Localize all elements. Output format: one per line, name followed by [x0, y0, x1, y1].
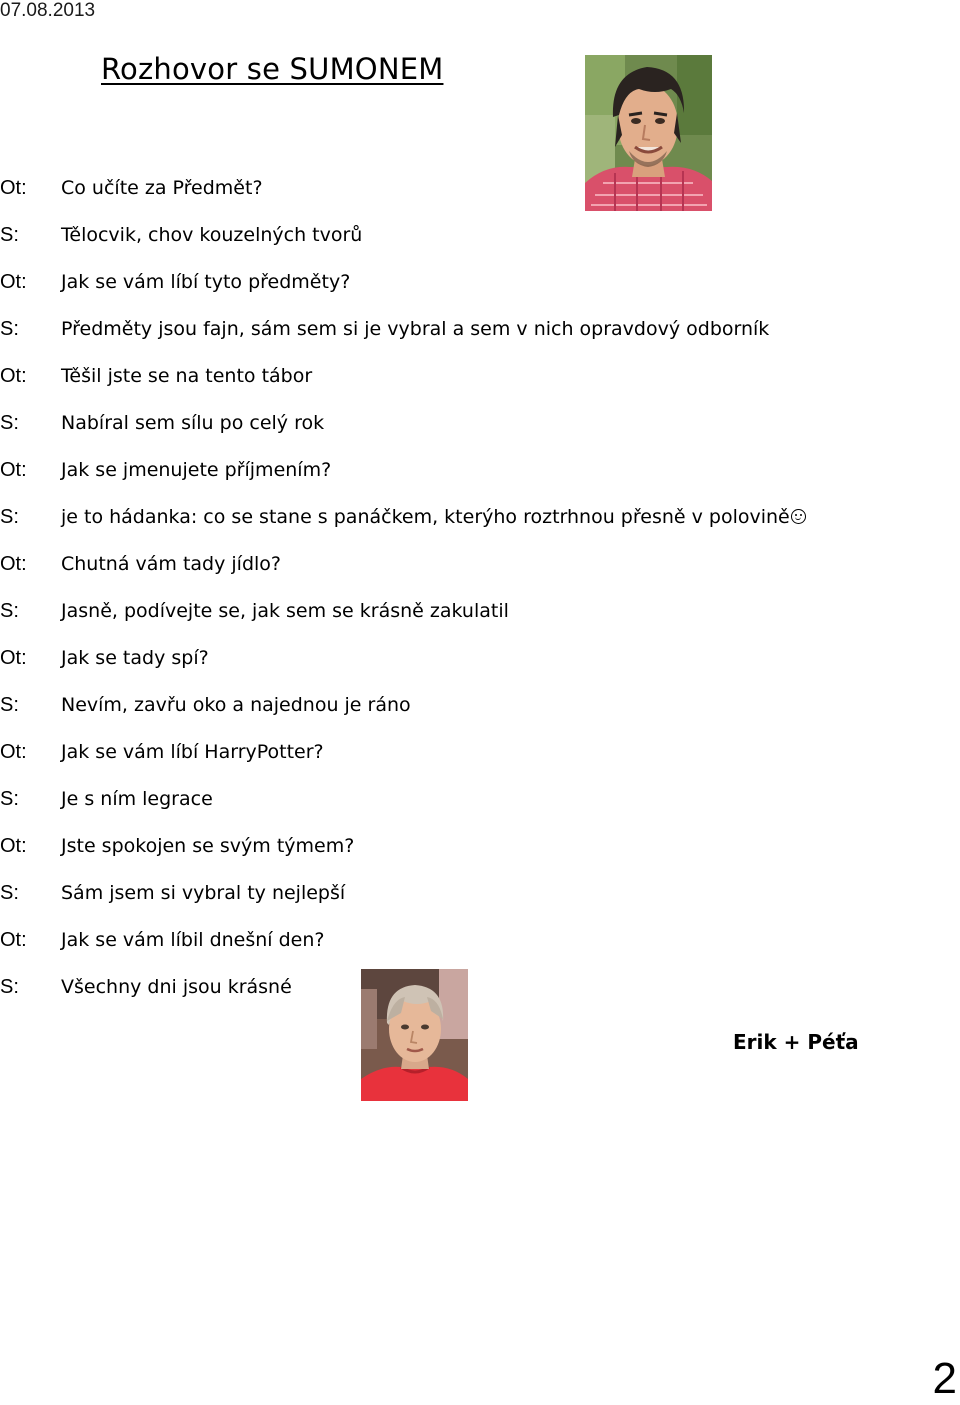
dialogue-line [0, 738, 806, 785]
page-number: 2 [932, 1354, 957, 1403]
speaker-label: Ot: [0, 647, 27, 669]
utterance-text: Tělocvik, chov kouzelných tvorů [61, 224, 363, 246]
utterance-text-content: je to hádanka: co se stane s panáčkem, kterýho roztrhnou přesně v polovině [61, 506, 790, 528]
utterance-text: Jak se jmenujete příjmením? [61, 459, 332, 481]
speaker-label: S: [0, 976, 19, 998]
dialogue-line [0, 221, 806, 268]
dialogue-line [0, 597, 806, 644]
dialogue-line [0, 409, 806, 456]
utterance-text: Předměty jsou fajn, sám sem si je vybral a sem v nich opravdový odborník [61, 318, 770, 340]
utterance-text: Jste spokojen se svým týmem? [61, 835, 355, 857]
utterance-text: Nabíral sem sílu po celý rok [61, 412, 325, 434]
speaker-label: S: [0, 882, 19, 904]
speaker-label: Ot: [0, 365, 27, 387]
author-signature: Erik + Péťa [733, 1030, 859, 1054]
dialogue-line [0, 785, 806, 832]
speaker-label: Ot: [0, 271, 27, 293]
speaker-label: S: [0, 412, 19, 434]
dialogue-line [0, 268, 806, 315]
utterance-text [61, 503, 806, 531]
dialogue-line [0, 362, 806, 409]
utterance-text: Jak se tady spí? [61, 647, 209, 669]
utterance-text: Nevím, zavřu oko a najednou je ráno [61, 694, 411, 716]
dialogue-line [0, 503, 806, 550]
utterance-text: Všechny dni jsou krásné [61, 976, 292, 998]
dialogue-line [0, 691, 806, 738]
utterance-text: Jak se vám líbí tyto předměty? [61, 271, 351, 293]
smiley-face-icon [791, 509, 806, 524]
utterance-text: Chutná vám tady jídlo? [61, 553, 282, 575]
speaker-label: S: [0, 788, 19, 810]
speaker-label: Ot: [0, 553, 27, 575]
document-date: 07.08.2013 [0, 0, 96, 21]
dialogue-line [0, 315, 806, 362]
dialogue-line [0, 644, 806, 691]
dialogue-line [0, 456, 806, 503]
utterance-text: Jak se vám líbí HarryPotter? [61, 741, 324, 763]
dialogue-line [0, 879, 806, 926]
utterance-text: Těšil jste se na tento tábor [61, 365, 313, 387]
speaker-label: Ot: [0, 929, 27, 951]
dialogue-line [0, 174, 806, 221]
dialogue-line [0, 550, 806, 597]
dialogue-line [0, 926, 806, 973]
interviewer-photo [361, 969, 468, 1101]
interview-dialogue [0, 174, 806, 1020]
utterance-text: Jak se vám líbil dnešní den? [61, 929, 325, 951]
speaker-label: S: [0, 224, 19, 246]
speaker-label: S: [0, 600, 19, 622]
speaker-label: Ot: [0, 459, 27, 481]
speaker-label: S: [0, 506, 19, 528]
speaker-label: Ot: [0, 741, 27, 763]
utterance-text: Je s ním legrace [61, 788, 213, 810]
speaker-label: Ot: [0, 835, 27, 857]
dialogue-line [0, 832, 806, 879]
speaker-label: S: [0, 694, 19, 716]
utterance-text: Jasně, podívejte se, jak sem se krásně zakulatil [61, 600, 509, 622]
utterance-text: Co učíte za Předmět? [61, 177, 263, 199]
utterance-text: Sám jsem si vybral ty nejlepší [61, 882, 346, 904]
page-title: Rozhovor se SUMONEM [101, 52, 444, 86]
speaker-label: S: [0, 318, 19, 340]
speaker-label: Ot: [0, 177, 27, 199]
